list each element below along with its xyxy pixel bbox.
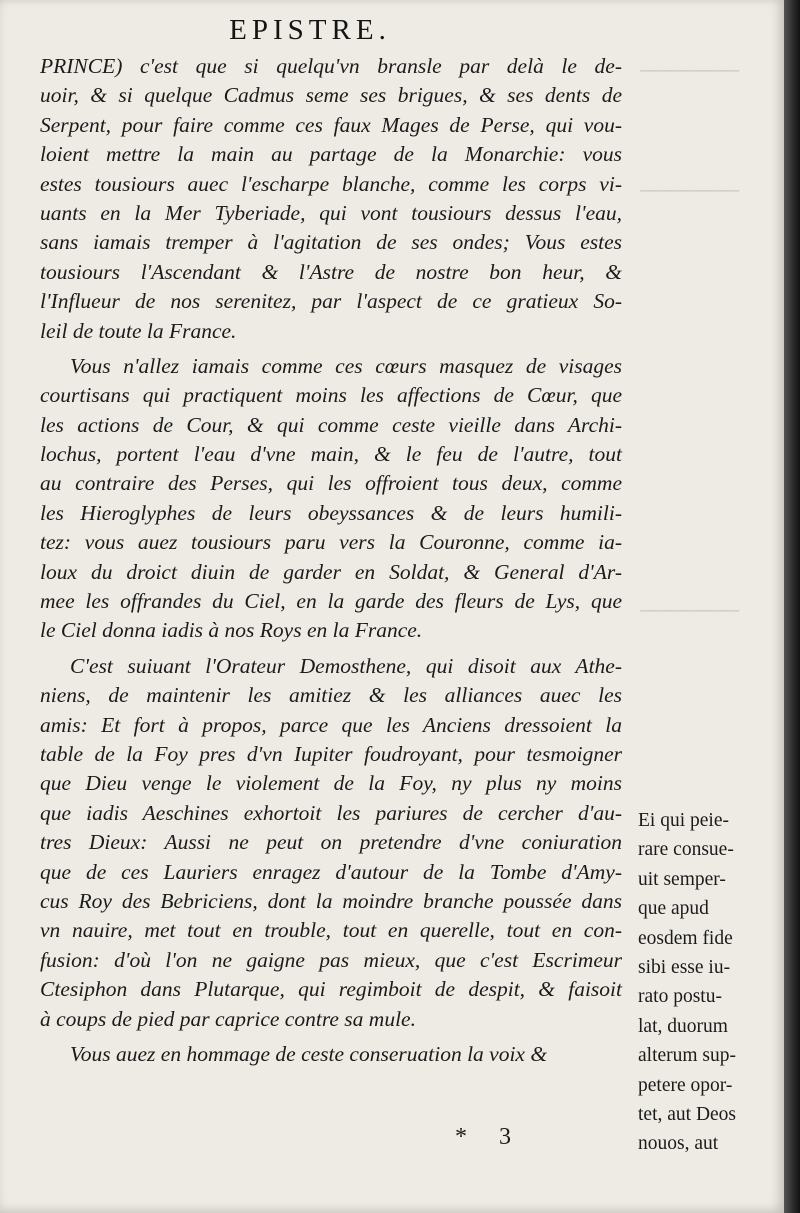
text-line: loux du droict diuin de garder en Soldat, & General d'Ar- bbox=[40, 559, 622, 584]
text-line: estes tousiours auec l'escharpe blanche, comme les corps vi- bbox=[40, 171, 622, 196]
paragraph-1 bbox=[40, 52, 622, 346]
text-line: niens, de maintenir les amitiez & les alliances auec les bbox=[40, 683, 622, 708]
margin-note-line: alterum sup- bbox=[638, 1045, 737, 1067]
folio-number: 3 bbox=[499, 1124, 511, 1150]
text-line: table de la Foy pres d'vn Iupiter foudroyant, pour tesmoigner bbox=[40, 741, 622, 766]
margin-note-line: petere opor- bbox=[638, 1074, 733, 1096]
text-line: uants en la Mer Tyberiade, qui vont tousiours dessus l'eau, bbox=[40, 200, 622, 225]
text-line: au contraire des Perses, qui les offroient tous deux, comme bbox=[40, 471, 622, 496]
text-line: uoir, & si quelque Cadmus seme ses brigues, & ses dents de bbox=[40, 83, 622, 108]
text-line: tez: vous auez tousiours paru vers la Couronne, comme ia- bbox=[40, 530, 622, 555]
margin-note-line: tet, aut Deos bbox=[638, 1103, 737, 1125]
text-line: Vous n'allez iamais comme ces cœurs masquez de visages bbox=[70, 353, 622, 378]
text-line: courtisans qui practiquent moins les affections de Cœur, que bbox=[40, 383, 622, 408]
margin-note-line: lat, duorum bbox=[638, 1015, 728, 1037]
text-line: Serpent, pour faire comme ces faux Mages de Perse, qui vou- bbox=[40, 112, 622, 137]
text-line: l'Influeur de nos serenitez, par l'aspect de ce gratieux So- bbox=[40, 289, 622, 314]
margin-note-line: rare consue- bbox=[638, 839, 734, 861]
text-line: sans iamais tremper à l'agitation de ses ondes; Vous estes bbox=[40, 230, 622, 255]
text-line: le Ciel donna iadis à nos Roys en la France. bbox=[40, 618, 423, 643]
text-line: mee les offrandes du Ciel, en la garde des fleurs de Lys, que bbox=[40, 589, 622, 614]
running-header: EPISTRE. bbox=[229, 14, 391, 46]
margin-note-line: uit semper- bbox=[638, 868, 726, 890]
text-line: fusion: d'où l'on ne gaigne pas mieux, que c'est Escrimeur bbox=[40, 947, 622, 972]
show-through-bleed: ─────── bbox=[640, 60, 740, 82]
signature-mark bbox=[455, 1124, 537, 1151]
paragraph-4 bbox=[40, 1040, 622, 1069]
text-line: loient mettre la main au partage de la Monarchie: vous bbox=[40, 142, 622, 167]
margin-note-line: rato postu- bbox=[638, 986, 722, 1008]
text-line: que de ces Lauriers enragez d'autour de la Tombe d'Amy- bbox=[40, 859, 622, 884]
margin-note-line: Ei qui peie- bbox=[638, 810, 729, 831]
text-line: C'est suiuant l'Orateur Demosthene, qui disoit aux Athe- bbox=[70, 653, 622, 678]
text-line: leil de toute la France. bbox=[40, 318, 237, 343]
text-line: tres Dieux: Aussi ne peut on pretendre d'vne coniuration bbox=[40, 830, 622, 855]
margin-note-line: eosdem fide bbox=[638, 927, 733, 949]
text-line: les Hieroglyphes de leurs obeyssances & de leurs humili- bbox=[40, 500, 622, 525]
paragraph-2 bbox=[40, 352, 622, 646]
latin-margin-note bbox=[638, 806, 778, 1159]
text-line: PRINCE) c'est que si quelqu'vn bransle par delà le de- bbox=[40, 54, 622, 78]
main-text bbox=[40, 52, 622, 1069]
text-line: vn nauire, met tout en trouble, tout en querelle, tout en con- bbox=[40, 918, 622, 943]
text-line: à coups de pied par caprice contre sa mule. bbox=[40, 1006, 416, 1031]
text-line: Ctesiphon dans Plutarque, qui regimboit de despit, & faisoit bbox=[40, 977, 622, 1002]
text-line: les actions de Cour, & qui comme ceste vieille dans Archi- bbox=[40, 412, 622, 437]
text-line: Vous auez en hommage de ceste conseruation la voix & bbox=[70, 1041, 548, 1066]
paragraph-3 bbox=[40, 652, 622, 1034]
margin-note-line: nouos, aut bbox=[638, 1133, 719, 1155]
signature-symbol: * bbox=[455, 1124, 467, 1150]
margin-note-line: que apud bbox=[638, 898, 709, 920]
text-line: lochus, portent l'eau d'vne main, & le feu de l'autre, tout bbox=[40, 442, 622, 467]
show-through-bleed: ─────── bbox=[640, 180, 740, 202]
margin-note-line: sibi esse iu- bbox=[638, 956, 731, 978]
book-edge bbox=[784, 0, 800, 1213]
text-line: cus Roy des Bebriciens, dont la moindre branche poussée dans bbox=[40, 888, 622, 913]
text-line: amis: Et fort à propos, parce que les Anciens dressoient la bbox=[40, 712, 622, 737]
text-line: que iadis Aeschines exhortoit les pariures de cercher d'au- bbox=[40, 800, 622, 825]
show-through-bleed: ─────── bbox=[640, 600, 740, 622]
text-line: tousiours l'Ascendant & l'Astre de nostre bon heur, & bbox=[40, 259, 622, 284]
text-line: que Dieu venge le violement de la Foy, ny plus ny moins bbox=[40, 771, 622, 796]
